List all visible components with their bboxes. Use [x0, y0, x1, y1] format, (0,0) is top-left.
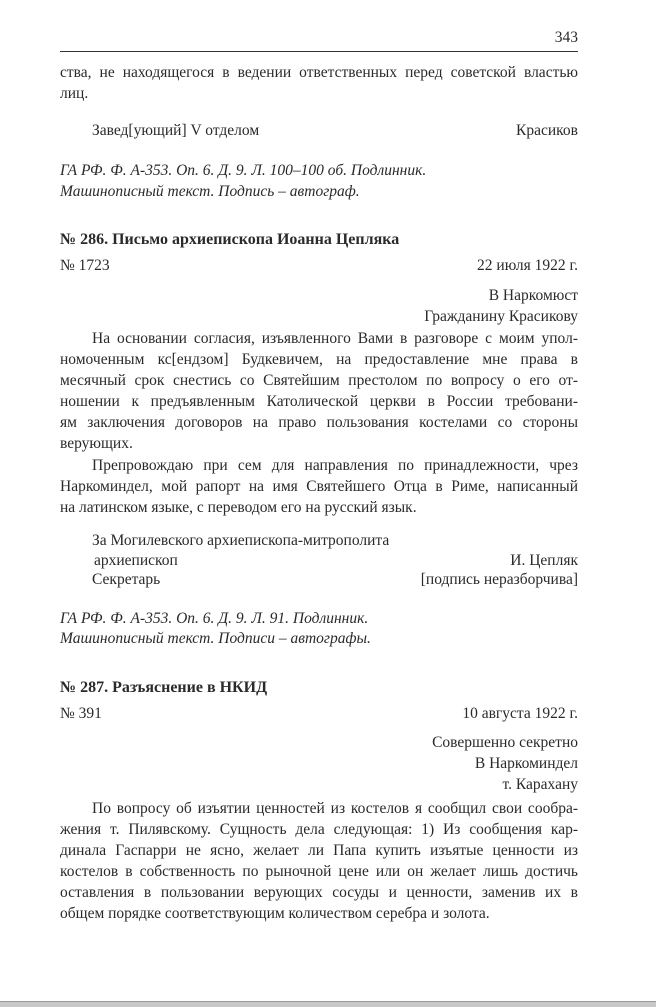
text-line: месячный срок снестись со Святейшим престолом по вопросу о его от- [60, 372, 578, 389]
text-line: жения т. Пилявскому. Сущность дела следующая: 1) Из сообщения кар- [60, 821, 578, 838]
text-line: лиц. [60, 85, 89, 102]
text-line: костелов в собственность по рыночной цене или он желает лишь достичь [60, 863, 578, 880]
addressee-line: В Наркомюст [488, 287, 578, 304]
addressee-line: В Наркоминдел [474, 755, 578, 772]
signature-name: И. Цепляк [510, 552, 578, 569]
source-note: Машинописный текст. Подписи – автографы. [60, 630, 371, 647]
text-line: номоченным кс[ендзом] Будкевичем, на предоставление мне права в [60, 351, 578, 368]
document-date: 22 июля 1922 г. [477, 257, 578, 274]
signature-line: За Могилевского архиепископа-митрополита [92, 532, 390, 549]
document-heading: № 286. Письмо архиепископа Иоанна Цепляка [60, 231, 400, 248]
text-line: на латинском языке, с переводом его на русский язык. [60, 499, 417, 516]
addressee-line: Гражданину Красикову [424, 308, 578, 325]
text-line: На основании согласия, изъявленного Вами в разговоре с моим упол- [92, 330, 578, 347]
text-line: общем порядке соответствующим количеством серебра и золота. [60, 905, 490, 922]
secretary-signature: [подпись неразборчива] [420, 571, 578, 588]
addressee-line: т. Карахану [502, 776, 578, 793]
text-line: ства, не находящегося в ведении ответственных перед советской властью [60, 64, 578, 81]
text-line: Наркоминдел, мой рапорт на имя Святейшего Отца в Риме, написанный [60, 478, 578, 495]
document-date: 10 августа 1922 г. [462, 705, 578, 722]
text-line: Препровождаю при сем для направления по принадлежности, чрез [92, 457, 578, 474]
page-number: 343 [554, 29, 578, 46]
page-bottom-edge [0, 1001, 656, 1007]
text-line: верующих. [60, 435, 133, 452]
text-line: оставления в пользовании верующих сосуды и ценности, заменив их в [60, 884, 578, 901]
signature-name: Красиков [516, 122, 578, 139]
document-number: № 391 [60, 705, 102, 722]
source-note: ГА РФ. Ф. А-353. Оп. 6. Д. 9. Л. 100–100 об. Подлинник. [60, 162, 427, 179]
text-line: ношении к предъявленным Католической церкви в России требовани- [60, 393, 578, 410]
document-number: № 1723 [60, 257, 110, 274]
signature-title: Завед[ующий] V отделом [92, 122, 260, 139]
source-note: Машинописный текст. Подпись – автограф. [60, 183, 360, 200]
text-line: По вопросу об изъятии ценностей из костелов я сообщил свои сообра- [92, 800, 578, 817]
text-line: ям заключения договоров на право пользования костелами со стороны [60, 414, 578, 431]
text-line: динала Гаспарри не ясно, желает ли Папа купить изъятые ценности из [60, 842, 578, 859]
source-note: ГА РФ. Ф. А-353. Оп. 6. Д. 9. Л. 91. Подлинник. [60, 610, 369, 627]
signature-title: архиепископ [94, 552, 178, 569]
secretary-title: Секретарь [92, 571, 161, 588]
addressee-line: Совершенно секретно [432, 734, 578, 751]
header-rule [60, 51, 578, 52]
document-heading: № 287. Разъяснение в НКИД [60, 679, 268, 696]
